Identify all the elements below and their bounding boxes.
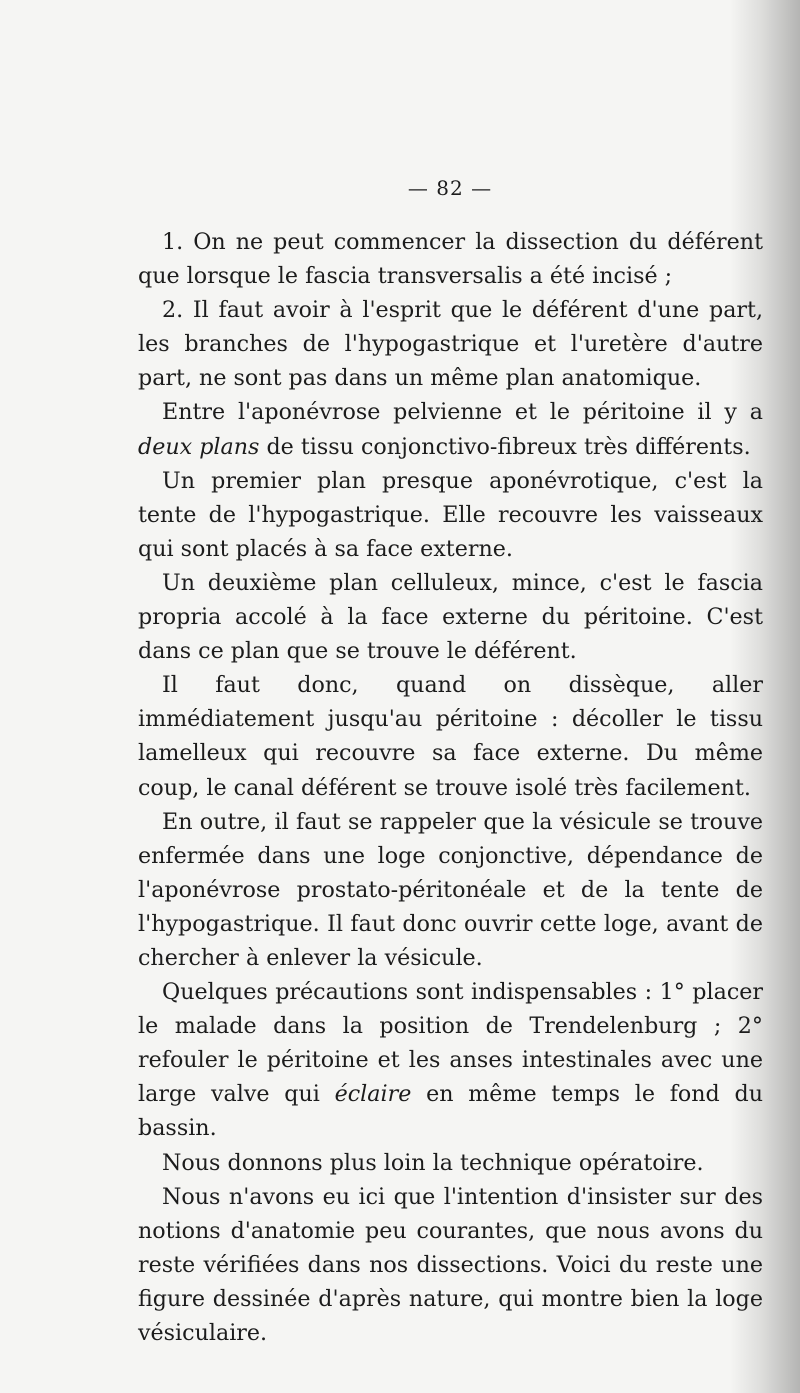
- paragraph-8: [138, 975, 763, 1145]
- paragraph-3-italic: deux plans: [138, 433, 260, 460]
- paragraph-6: Il faut donc, quand on dissèque, aller immédiatement jusqu'au péritoine : décoller le tissu lamelleux qui recouvre sa face externe. Du même coup, le canal déférent se trouve isolé très facilement.: [138, 672, 763, 801]
- body-text: [138, 225, 763, 1350]
- paragraph-7: En outre, il faut se rappeler que la vésicule se trouve enfermée dans une loge conjonctive, dépendance de l'aponévrose prostato-péritonéale et de la tente de l'hypogastrique. Il faut donc ouvrir cette loge, avant de chercher à enlever la vésicule.: [138, 808, 763, 971]
- paragraph-1: 1. On ne peut commencer la dissection du déférent que lorsque le fascia transversalis a été incisé ;: [138, 229, 763, 290]
- paragraph-3: [138, 395, 763, 463]
- paragraph-9: Nous donnons plus loin la technique opératoire.: [162, 1149, 704, 1176]
- paragraph-4: Un premier plan presque aponévrotique, c'est la tente de l'hypogastrique. Elle recouvre les vaisseaux qui sont placés à sa face externe.: [138, 467, 763, 562]
- paragraph-2: 2. Il faut avoir à l'esprit que le déférent d'une part, les branches de l'hypogastrique et l'uretère d'autre part, ne sont pas dans un même plan anatomique.: [138, 297, 763, 392]
- paragraph-3-after: de tissu conjonctivo-fibreux très différents.: [259, 433, 751, 460]
- paragraph-5: Un deuxième plan celluleux, mince, c'est le fascia propria accolé à la face externe du péritoine. C'est dans ce plan que se trouve le déférent.: [138, 569, 763, 665]
- paragraph-3-before: Entre l'aponévrose pelvienne et le péritoine il y a: [162, 399, 763, 426]
- paragraph-8-before: Quelques précautions sont indispensables : 1° placer le malade dans la position de Trendelenburg ; 2° refouler le péritoine et les anses intestinales avec une large valve qui: [138, 979, 763, 1108]
- paragraph-8-italic: éclaire: [334, 1081, 412, 1108]
- paragraph-8-after: en même temps le fond du bassin.: [138, 1081, 763, 1142]
- paragraph-10: Nous n'avons eu ici que l'intention d'insister sur des notions d'anatomie peu courantes, que nous avons du reste vérifiées dans nos dissections. Voici du reste une figure dessinée d'après nature, qui montre bien la loge vésiculaire.: [138, 1183, 763, 1346]
- page-number: — 82 —: [407, 176, 493, 200]
